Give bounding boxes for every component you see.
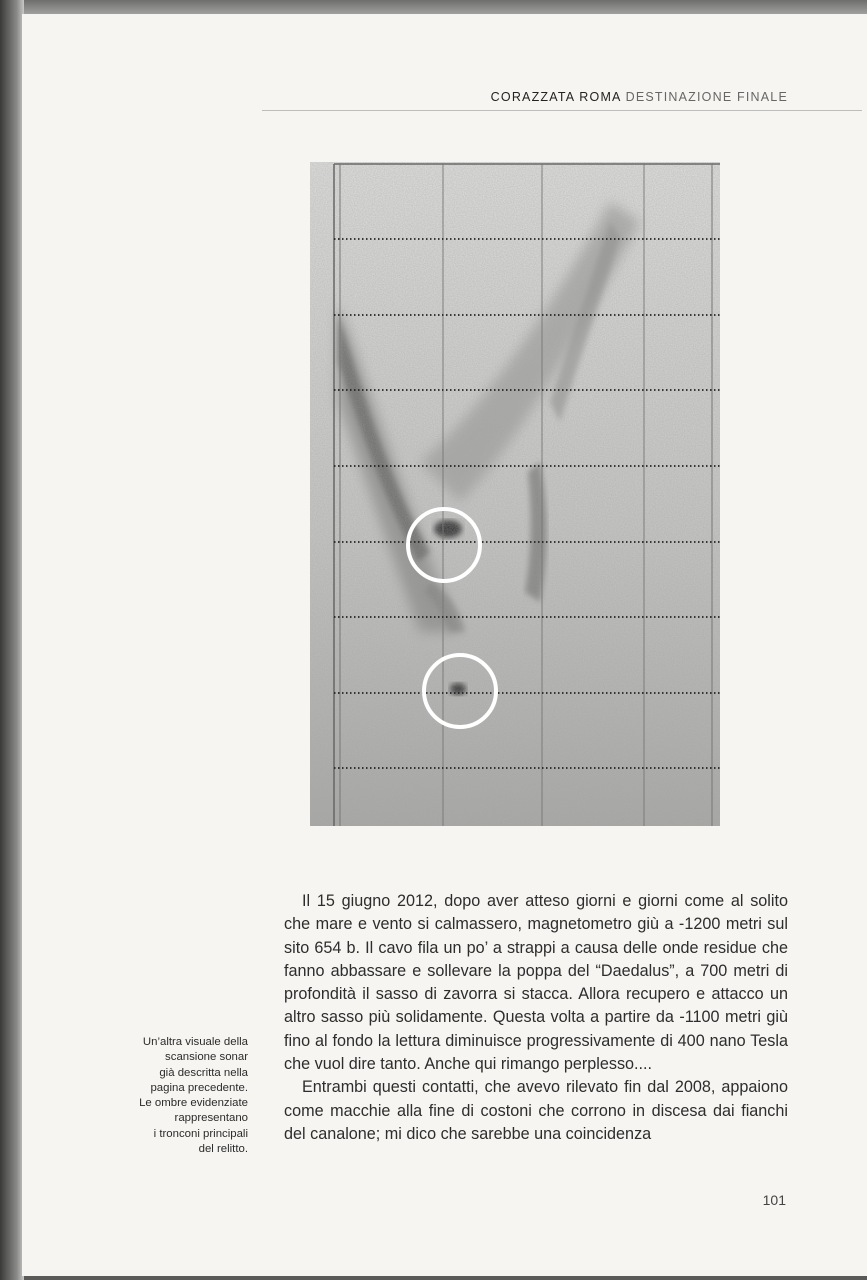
figure-caption [60,1035,248,1157]
caption-line: del relitto. [198,1143,248,1156]
header-rule [262,110,862,111]
caption-line: Un’altra visuale della [142,1036,248,1048]
paragraph: Il 15 giugno 2012, dopo aver atteso giorni e giorni come al solito che mare e vento si calmassero, magnetometro giù a -1200 metri sul sito 654 b. Il cavo fila un po’ a strappi a causa delle onde residue che fanno abbassare e sollevare la poppa del “Daedalus”, a 700 metri di profondità il sasso di zavorra si stacca. Allora recupero e attacco un altro sasso più solidamente. Questa volta a partire da -1100 metri giù fino al fondo la lettura diminuisce progressivamente di 400 nano Tesla che vuol dire tanto. Anche qui rimango perplesso.... [284,892,788,1074]
paragraph: Entrambi questi contatti, che avevo rilevato fin dal 2008, appaiono come macchie alla fine di costoni che corrono in discesa dai fianchi del canalone; mi dico che sarebbe una coincidenza [284,1078,788,1143]
caption-line: i tronconi principali [153,1127,248,1140]
caption-line: scansione sonar [165,1051,248,1064]
caption-line: Le ombre evidenziate [139,1097,248,1110]
page-number: 101 [762,1192,786,1208]
running-header [262,90,788,110]
caption-line: pagina precedente. [150,1081,248,1094]
header-subtitle: DESTINAZIONE FINALE [625,90,788,104]
book-page [22,14,867,1276]
book-spine-shadow [0,0,24,1280]
sonar-scan-image [310,162,720,826]
caption-line: rappresentano [174,1112,248,1125]
body-text [284,890,788,1146]
caption-line: già descritta nella [159,1066,248,1079]
header-title: CORAZZATA ROMA [490,90,621,104]
